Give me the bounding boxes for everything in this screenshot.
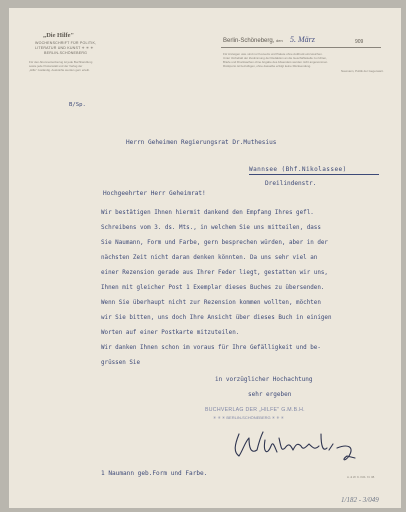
archive-number: 1/182 - 3/049 (341, 496, 379, 504)
notice-line: Unter Vorbehalt der Zustimmung der Redaktion an die Geschäftsstelle zu richten, (223, 56, 327, 60)
handwritten-date: 5. März (290, 35, 315, 44)
closing-line: in vorzüglicher Hochachtung (215, 376, 313, 383)
notice-line: Rückporto ist beizufügen, ohne dasselbe erfolgt keine Rücksendung. (223, 64, 312, 68)
letterhead-note: Für den Abonnentenbezug ist jede Buchhandlung (29, 60, 93, 64)
salutation: Hochgeehrter Herr Geheimrat! (103, 190, 206, 197)
letterhead-name: „Die Hilfe" (43, 32, 75, 39)
letter-page (9, 8, 401, 508)
letterhead-note: sowie jede Postanstalt und der Verlag der (29, 64, 83, 68)
company-stamp: BUCHVERLAG DER „HILFE" G.M.B.H. (205, 407, 305, 413)
printer-mark: A. & W. K. Ktlb. XI. 08. (347, 475, 375, 479)
place-label: Berlin-Schöneberg, den (223, 38, 283, 44)
recipient-underline (249, 174, 379, 175)
body-line: Sie Naumann, Form und Farbe, gern besprechen würden, aber in der (101, 240, 328, 246)
notice-line: Für Anzeigen usw. sind nur Kouverts und Pakete ohne Aufdruck einzureichen. (223, 52, 323, 56)
notice-signoff: Naumann, Politik der Gegenwart. (341, 69, 384, 73)
notice-line: Briefe und Drucksachen ohne Angabe des Absenders werden nicht angenommen. (223, 60, 329, 64)
body-line: Wenn Sie überhaupt nicht zur Rezension kommen wollten, möchten (101, 300, 321, 306)
body-line: wir Sie bitten, uns doch Ihre Ansicht über dieses Buch in einigen (101, 315, 332, 321)
recipient-line: Wannsee (Bhf.Nikolassee) (249, 166, 347, 173)
body-line: einer Rezension gerade aus Ihrer Feder liegt, gestatten wir uns, (101, 270, 328, 276)
letterhead-subtitle: WOCHENSCHRIFT FÜR POLITIK, (35, 41, 97, 45)
body-line: grüssen Sie (101, 360, 141, 366)
body-line: nächsten Zeit nicht daran denken könnten. Da uns sehr viel an (101, 255, 318, 261)
reference-mark: B/Sp. (69, 102, 86, 108)
handwritten-signature (209, 426, 359, 466)
company-stamp: ✳ ✳ ✳ BERLIN-SCHÖNEBERG ✳ ✳ ✳ (213, 415, 285, 420)
year: 909 (355, 39, 364, 45)
recipient-line: Herrn Geheimen Regierungsrat Dr.Muthesius (126, 139, 277, 146)
body-line: Ihnen mit gleicher Post 1 Exemplar dieses Buches zu übersenden. (101, 285, 325, 291)
letterhead-city: BERLIN-SCHÖNEBERG (44, 51, 88, 55)
letterhead-note: „Hilfe" zuständig. Auskünfte werden gern erteilt. (29, 68, 90, 72)
letterhead-subtitle: LITERATUR UND KUNST ✳ ✳ ✳ (35, 46, 94, 50)
closing-line: sehr ergeben (248, 391, 292, 398)
body-line: Wir bestätigen Ihnen hiermit dankend den Empfang Ihres gefl. (101, 210, 314, 216)
header-rule (221, 47, 381, 48)
body-line: Worten auf einer Postkarte mitzuteilen. (101, 330, 240, 336)
recipient-line: Dreilindenstr. (265, 180, 317, 187)
enclosure-note: 1 Naumann geb.Form und Farbe. (101, 470, 208, 477)
body-line: Wir danken Ihnen schon im voraus für Ihre Gefälligkeit und be- (101, 345, 321, 351)
body-line: Schreibens vom 3. ds. Mts., in welchem Sie uns mitteilen, dass (101, 225, 321, 231)
